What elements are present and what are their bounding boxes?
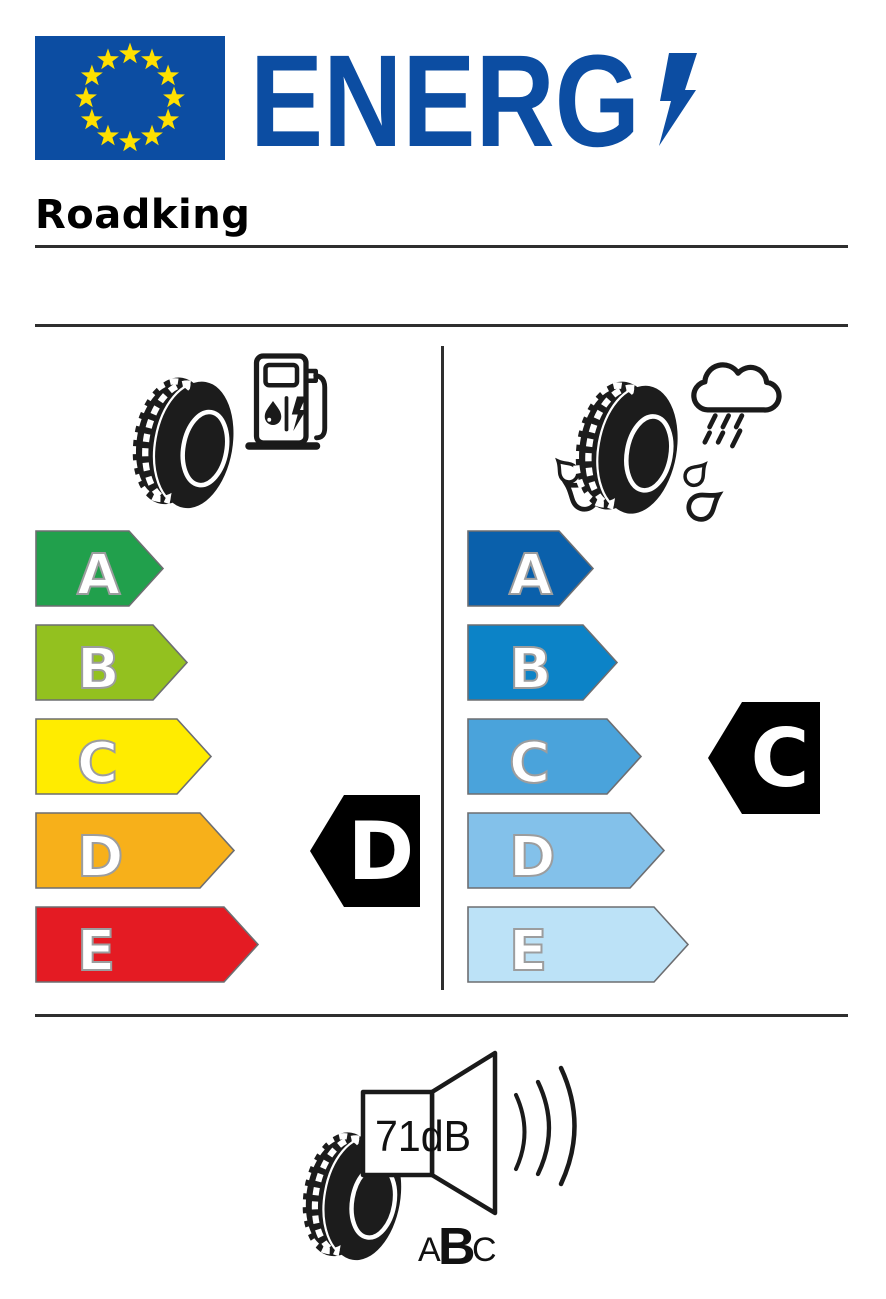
wet-grip-scale [467, 530, 712, 985]
noise-decibel-value: 71dB [375, 1112, 471, 1161]
wet-grip-grade-letter: C [509, 730, 551, 796]
wet-grip-bar-B [467, 624, 619, 701]
fuel-bar-C [35, 718, 213, 795]
noise-section [275, 1040, 615, 1295]
eu-flag [35, 36, 225, 160]
rain-cloud-icon [694, 365, 779, 446]
fuel-bar-D [35, 812, 236, 889]
wet-grip-grade-letter: B [509, 636, 552, 702]
noise-class-a: A [418, 1231, 441, 1269]
column-divider-line [441, 346, 444, 990]
fuel-efficiency-icon [120, 345, 340, 525]
wet-grip-bar-C [467, 718, 643, 795]
wet-grip-bar-E [467, 906, 690, 983]
wet-grip-grade-letter: D [509, 824, 556, 890]
divider-line-top [35, 245, 848, 248]
fuel-bar-A [35, 530, 165, 607]
energ-logo [248, 45, 718, 157]
fuel-grade-letter: E [77, 918, 116, 984]
sound-waves-icon [516, 1068, 575, 1184]
fuel-rating-letter: D [347, 804, 415, 898]
noise-class-b-selected: B [438, 1218, 476, 1276]
wet-grip-rating-letter: C [750, 711, 810, 805]
wet-grip-bar-A [467, 530, 595, 607]
divider-line-bottom [35, 1014, 848, 1017]
wet-grip-icon [520, 345, 810, 530]
wet-grip-grade-letter: A [509, 542, 553, 608]
splash-drop-icon [681, 458, 711, 489]
wet-grip-bar-D [467, 812, 666, 889]
fuel-bar-B [35, 624, 189, 701]
fuel-grade-letter: C [77, 730, 119, 796]
fuel-efficiency-scale [35, 530, 280, 985]
splash-drop-icon [684, 485, 726, 524]
wet-grip-rating-badge [708, 702, 820, 814]
fuel-grade-letter: D [77, 824, 124, 890]
fuel-grade-letter: A [77, 542, 121, 608]
product-name: Roadking [35, 192, 251, 238]
fuel-grade-letter: B [77, 636, 120, 702]
fuel-pump-icon [249, 356, 325, 446]
energ-logo-text: ENERG [250, 45, 640, 157]
tire-icon [123, 371, 243, 514]
fuel-rating-badge [310, 795, 420, 907]
noise-class-c: C [472, 1231, 497, 1269]
lightning-bolt-icon [659, 53, 697, 146]
divider-line-middle [35, 324, 848, 327]
wet-grip-grade-letter: E [509, 918, 548, 984]
fuel-bar-E [35, 906, 260, 983]
